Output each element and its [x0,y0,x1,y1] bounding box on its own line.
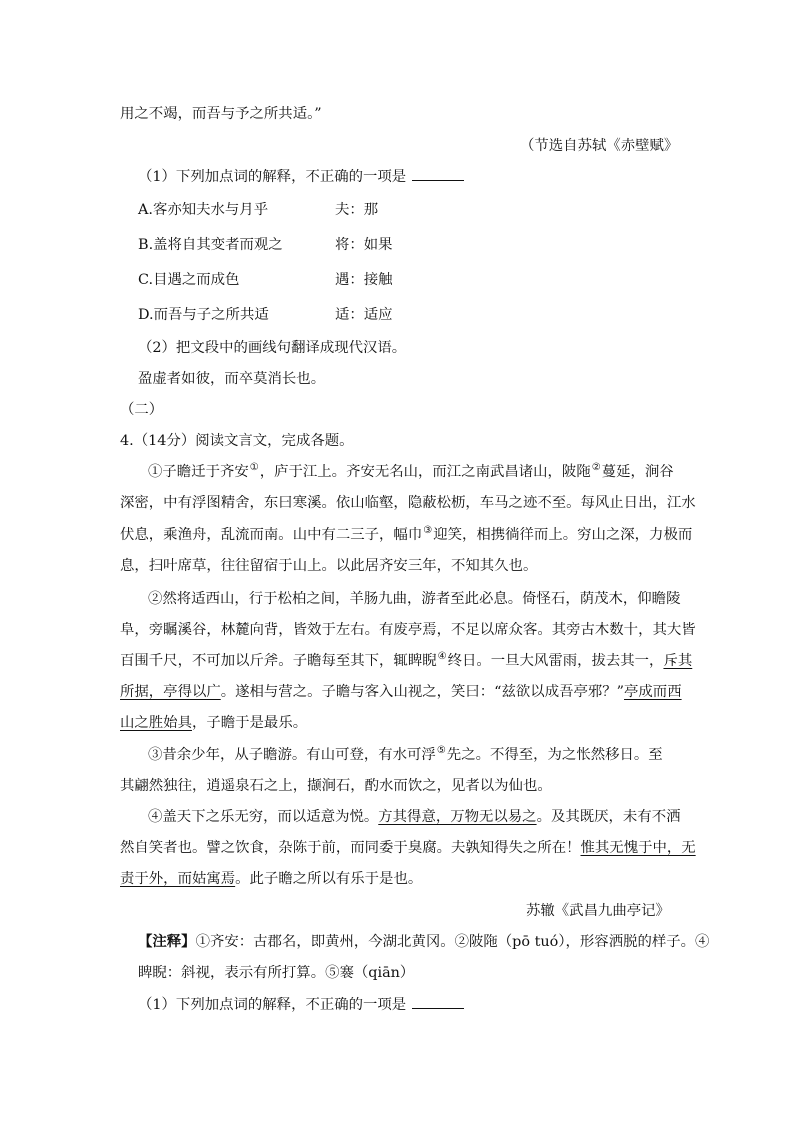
paragraph-2-line-2: 阜，旁瞩溪谷，林麓向背，皆效于左右。有废亭焉，不足以席众客。其旁古木数十，其大皆 [120,622,696,638]
paragraph-3-line-2: 其翩然独往，逍遥泉石之上，撷涧石，酌水而饮之，见者以为仙也。 [120,778,552,794]
underlined-sentence: 亭成而西 [624,684,682,700]
paragraph-2-line-4: 所据，亭得以广。遂相与营之。子瞻与客入山视之，笑曰：“兹欲以成吾亭邪？”亭成而西 [120,684,682,700]
question-2-sentence: 盈虚者如彼，而卒莫消长也。 [138,371,326,387]
question-2-stem: （2）把文段中的画线句翻译成现代汉语。 [138,340,407,356]
paragraph-2-line-3: 百围千尺，不可加以斤斧。子瞻每至其下，辄睥睨④终日。一旦大风雷雨，拔去其一，斥其 [120,651,693,669]
paragraph-2-line-1: ②然将适西山，行于松柏之间，羊肠九曲，游者至此必息。倚怪石，荫茂木，仰瞻陵 [148,591,681,607]
paragraph-4-line-2: 然自笑者也。譬之饮食，杂陈于前，而同委于臭腐。夫孰知得失之所在！惟其无愧于中，无 [120,840,696,856]
option-c[interactable] [138,270,239,290]
paragraph-1-line-3: 伏息，乘渔舟，乱流而南。山中有二三子，幅巾③迎笑，相携徜徉而上。穷山之深，力极而 [120,525,693,543]
underlined-sentence: 惟其无愧于中，无 [580,840,696,856]
answer-blank[interactable] [412,166,464,181]
passage-source: （节选自苏轼《赤壁赋》 [520,138,679,154]
notes-label: 【注释】 [138,933,196,950]
passage-2-source: 苏辙《武昌九曲亭记》 [526,903,670,919]
option-a-text: A.客亦知夫水与月乎 [138,202,269,218]
option-b[interactable] [138,235,283,255]
question-1-stem [138,166,464,187]
paragraph-4-line-1: ④盖天下之乐无穷，而以适意为悦。方其得意，万物无以易之。及其既厌，未有不洒 [148,809,681,825]
note-marker: ④ [437,651,447,662]
notes-line-2: 睥睨：斜视，表示有所打算。⑤褰（qiān） [138,965,415,981]
underlined-sentence: 山之胜始具 [120,715,192,731]
paragraph-3-line-1: ③昔余少年，从子瞻游。有山可登，有水可浮⑤先之。不得至，为之怅然移日。至 [148,745,663,763]
question-1-text: （1）下列加点词的解释，不正确的一项是 [138,169,407,185]
underlined-sentence: 责于外，而姑寓焉 [120,871,236,887]
option-d-definition: 适：适应 [335,307,393,323]
paragraph-1-line-1: ①子瞻迁于齐安①，庐于江上。齐安无名山，而江之南武昌诸山，陂陁②蔓延，涧谷 [148,462,674,480]
option-b-definition: 将：如果 [335,237,393,253]
option-a-definition: 夫：那 [335,202,379,218]
option-d[interactable] [138,305,269,325]
option-b-text: B.盖将自其变者而观之 [138,237,283,253]
paragraph-1-line-4: 息，扫叶席草，往往留宿于山上。以此居齐安三年，不知其久也。 [120,558,538,574]
underlined-sentence: 方其得意，万物无以易之 [378,809,537,825]
section-heading: （二） [120,402,164,418]
note-marker: ③ [423,525,433,536]
paragraph-4-line-3: 责于外，而姑寓焉。此子瞻之所以有乐于是也。 [120,871,423,887]
question-2-1-text: （1）下列加点词的解释，不正确的一项是 [138,997,407,1013]
note-marker: ⑤ [436,745,446,756]
answer-blank[interactable] [412,994,464,1009]
question-4-heading: 4.（14分）阅读文言文，完成各题。 [120,433,354,449]
paragraph-1-line-2: 深密，中有浮图精舍，东曰寒溪。依山临壑，隐蔽松枥，车马之迹不至。每风止日出，江水 [120,495,696,511]
notes-line-1: 【注释】①齐安：古郡名，即黄州，今湖北黄冈。②陂陁（pō tuó），形容洒脱的样子。④ [138,933,710,950]
note-marker: ① [249,462,259,473]
underlined-sentence: 所据，亭得以广 [120,684,221,700]
paragraph-2-line-5: 山之胜始具，子瞻于是最乐。 [120,715,308,731]
passage-continuation-line: 用之不竭，而吾与予之所共适。” [120,106,322,122]
option-c-text: C.目遇之而成色 [138,272,240,288]
option-a[interactable] [138,200,268,220]
question-2-1-stem [138,994,464,1015]
option-d-text: D.而吾与子之所共适 [138,307,269,323]
note-marker: ② [591,462,601,473]
option-c-definition: 遇：接触 [335,272,393,288]
underlined-sentence: 斥其 [663,653,693,669]
